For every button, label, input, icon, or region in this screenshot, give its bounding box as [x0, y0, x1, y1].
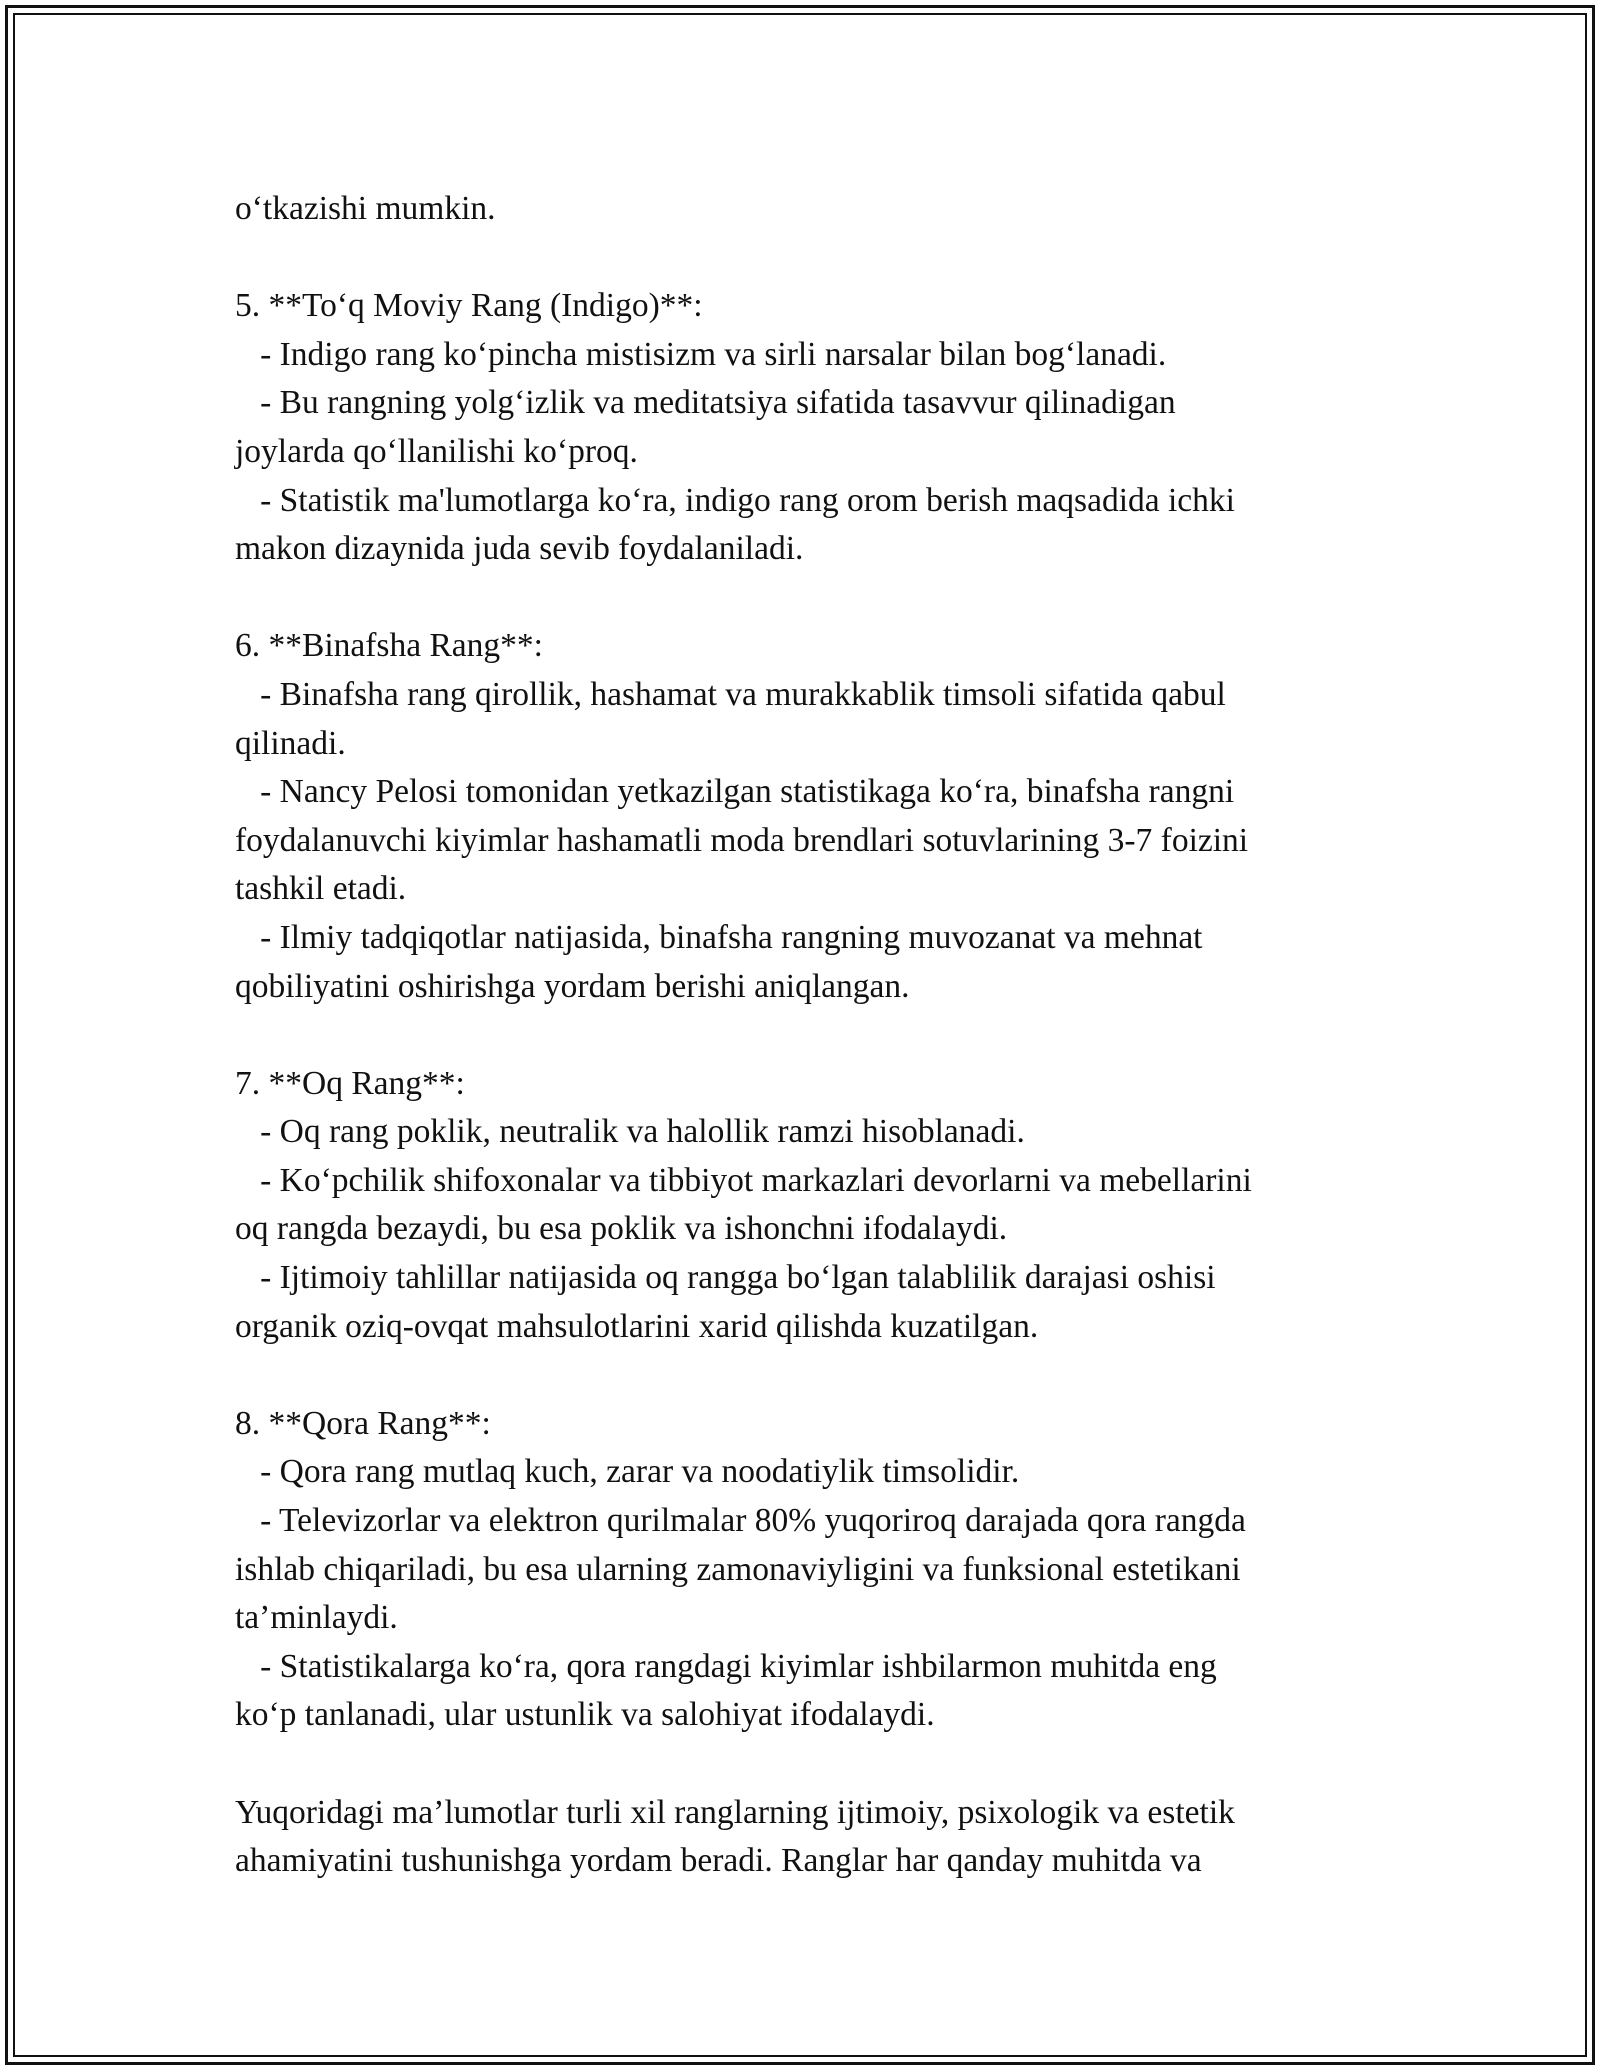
- text-line: - Indigo rang ko‘pincha mistisizm va sirli narsalar bilan bog‘lanadi.: [235, 335, 1167, 373]
- blank-line: [235, 574, 1395, 623]
- text-line: o‘tkazishi mumkin.: [235, 190, 496, 227]
- text-line: organik oziq-ovqat mahsulotlarini xarid qilishda kuzatilgan.: [235, 1307, 1039, 1345]
- text-line: Yuqoridagi ma’lumotlar turli xil ranglarning ijtimoiy, psixologik va estetik: [235, 1793, 1235, 1831]
- text-line: - Nancy Pelosi tomonidan yetkazilgan statistikaga ko‘ra, binafsha rangni: [235, 773, 1235, 811]
- text-line: qilinadi.: [235, 724, 346, 762]
- document-body: [235, 185, 1395, 1886]
- text-line: 8. **Qora Rang**:: [235, 1404, 491, 1442]
- text-line: 7. **Oq Rang**:: [235, 1064, 465, 1102]
- text-line: qobiliyatini oshirishga yordam berishi aniqlangan.: [235, 967, 910, 1005]
- text-line: ko‘p tanlanadi, ular ustunlik va salohiyat ifodalaydi.: [235, 1696, 935, 1734]
- text-line: tashkil etadi.: [235, 870, 407, 908]
- text-line: - Ko‘pchilik shifoxonalar va tibbiyot markazlari devorlarni va mebellarini: [235, 1161, 1252, 1199]
- text-line: - Binafsha rang qirollik, hashamat va murakkablik timsoli sifatida qabul: [235, 675, 1226, 713]
- text-line: - Statistik ma'lumotlarga ko‘ra, indigo rang orom berish maqsadida ichki: [235, 481, 1235, 519]
- text-line: joylarda qo‘llanilishi ko‘proq.: [235, 432, 638, 470]
- text-line: oq rangda bezaydi, bu esa poklik va ishonchni ifodalaydi.: [235, 1210, 1008, 1248]
- text-line: - Ijtimoiy tahlillar natijasida oq rangga bo‘lgan talablilik darajasi oshisi: [235, 1259, 1216, 1297]
- blank-line: [235, 1740, 1395, 1789]
- blank-line: [235, 234, 1395, 283]
- blank-line: [235, 1351, 1395, 1400]
- text-line: - Qora rang mutlaq kuch, zarar va noodatiylik timsolidir.: [235, 1453, 1020, 1491]
- text-line: 5. **To‘q Moviy Rang (Indigo)**:: [235, 287, 703, 325]
- text-line: 6. **Binafsha Rang**:: [235, 627, 543, 665]
- text-line: - Oq rang poklik, neutralik va halollik ramzi hisoblanadi.: [235, 1113, 1025, 1151]
- text-line: ta’minlaydi.: [235, 1599, 398, 1637]
- text-line: - Televizorlar va elektron qurilmalar 80% yuqoriroq darajada qora rangda: [235, 1502, 1246, 1540]
- text-line: - Ilmiy tadqiqotlar natijasida, binafsha rangning muvozanat va mehnat: [235, 918, 1203, 956]
- text-line: ahamiyatini tushunishga yordam beradi. Ranglar har qanday muhitda va: [235, 1842, 1202, 1880]
- text-line: - Statistikalarga ko‘ra, qora rangdagi kiyimlar ishbilarmon muhitda eng: [235, 1647, 1217, 1685]
- blank-line: [235, 1011, 1395, 1060]
- text-line: ishlab chiqariladi, bu esa ularning zamonaviyligini va funksional estetikani: [235, 1550, 1241, 1588]
- text-line: makon dizaynida juda sevib foydalaniladi.: [235, 530, 804, 568]
- text-line: foydalanuvchi kiyimlar hashamatli moda brendlari sotuvlarining 3-7 foizini: [235, 821, 1249, 859]
- text-line: - Bu rangning yolg‘izlik va meditatsiya sifatida tasavvur qilinadigan: [235, 384, 1176, 422]
